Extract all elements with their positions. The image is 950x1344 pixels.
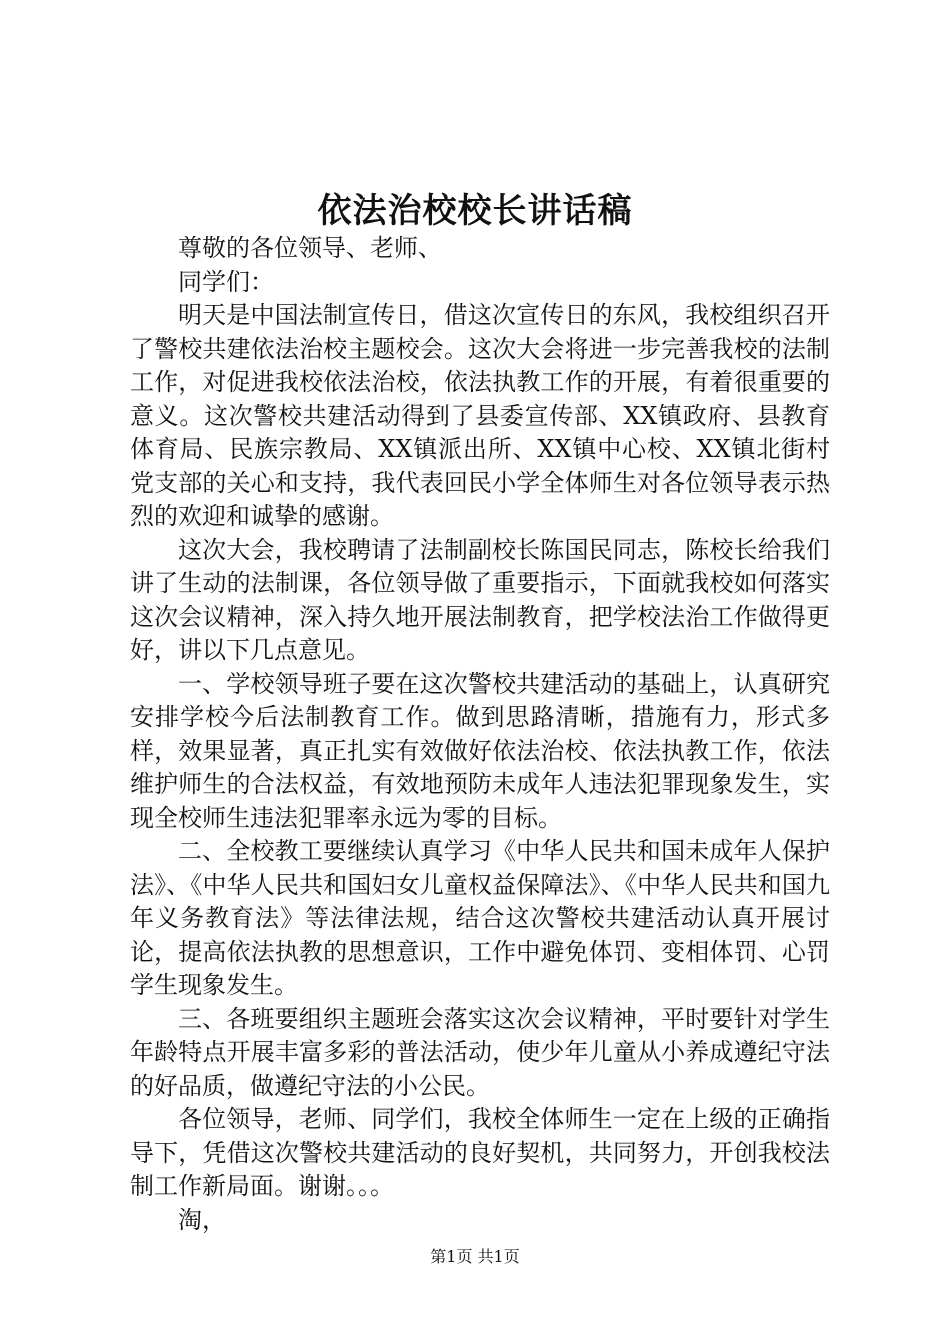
page-footer: 第1页 共1页 — [430, 1247, 520, 1266]
paragraph-point-2: 二、全校教工要继续认真学习《中华人民共和国未成年人保护法》、《中华人民共和国妇女儿童权益保障法》、《中华人民共和国九年义务教育法》等法律法规，结合这次警校共建活动认真开展讨论，提高依法执教的思想意识，工作中避免体罚、变相体罚、心罚学生现象发生。 — [130, 837, 830, 999]
salutation-line-1: 尊敬的各位领导、老师、 — [178, 234, 442, 262]
salutation-line-2: 同学们： — [178, 267, 274, 296]
paragraph-trailing: 淘， — [178, 1205, 226, 1234]
document-body — [130, 232, 830, 1237]
document-title: 依法治校校长讲话稿 — [317, 191, 633, 231]
paragraph-closing: 各位领导，老师、同学们，我校全体师生一定在上级的正确指导下，凭借这次警校共建活动的良好契机，共同努力，开创我校法制工作新局面。谢谢。。。 — [130, 1105, 830, 1200]
paragraph-intro: 明天是中国法制宣传日，借这次宣传日的东风，我校组织召开了警校共建依法治校主题校会。这次大会将进一步完善我校的法制工作，对促进我校依法治校，依法执教工作的开展，有着很重要的意义。这次警校共建活动得到了县委宣传部、XX镇政府、县教育体育局、民族宗教局、XX镇派出所、XX镇中心校、XX镇北街村党支部的关心和支持，我代表回民小学全体师生对各位领导表示热烈的欢迎和诚挚的感谢。 — [130, 301, 830, 530]
paragraph-meeting: 这次大会，我校聘请了法制副校长陈国民同志，陈校长给我们讲了生动的法制课，各位领导做了重要指示，下面就我校如何落实这次会议精神，深入持久地开展法制教育，把学校法治工作做得更好，讲以下几点意见。 — [130, 535, 830, 664]
paragraph-point-1: 一、学校领导班子要在这次警校共建活动的基础上，认真研究安排学校今后法制教育工作。做到思路清晰，措施有力，形式多样，效果显著，真正扎实有效做好依法治校、依法执教工作，依法维护师生的合法权益，有效地预防未成年人违法犯罪现象发生，实现全校师生违法犯罪率永远为零的目标。 — [130, 669, 830, 832]
paragraph-point-3: 三、各班要组织主题班会落实这次会议精神，平时要针对学生年龄特点开展丰富多彩的普法活动，使少年儿童从小养成遵纪守法的好品质，做遵纪守法的小公民。 — [130, 1004, 830, 1100]
